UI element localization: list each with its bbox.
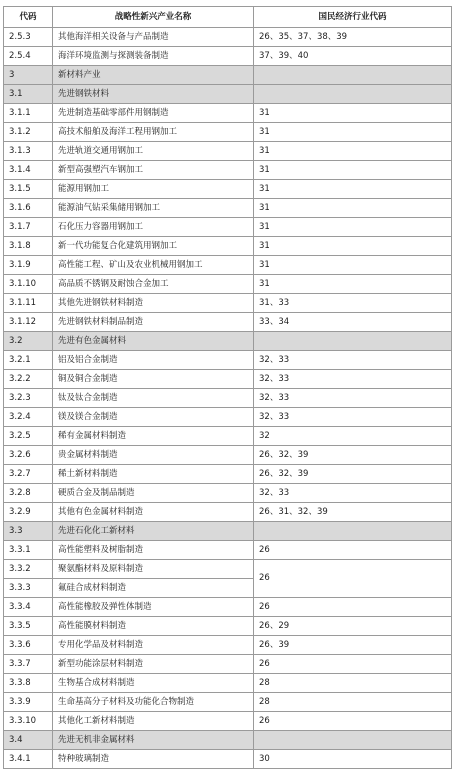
cell-code: 3.1.1 xyxy=(4,104,53,123)
cell-code: 3.3.7 xyxy=(4,655,53,674)
cell-code: 3.3 xyxy=(4,522,53,541)
table-row xyxy=(4,28,452,47)
header-industry-name: 战略性新兴产业名称 xyxy=(53,7,254,28)
cell-code: 2.5.3 xyxy=(4,28,53,47)
table-row xyxy=(4,674,452,693)
table-row xyxy=(4,484,452,503)
cell-industry-name: 其他化工新材料制造 xyxy=(53,712,254,731)
cell-national-economy-code: 32、33 xyxy=(254,389,452,408)
cell-code: 3.2.3 xyxy=(4,389,53,408)
table-header-row xyxy=(4,7,452,28)
table-row xyxy=(4,161,452,180)
cell-national-economy-code: 26、29 xyxy=(254,617,452,636)
cell-national-economy-code: 31 xyxy=(254,123,452,142)
cell-code: 3.2.1 xyxy=(4,351,53,370)
cell-industry-name: 铜及铜合金制造 xyxy=(53,370,254,389)
cell-industry-name: 其他先进钢铁材料制造 xyxy=(53,294,254,313)
cell-code: 3.1.2 xyxy=(4,123,53,142)
cell-national-economy-code: 26、31、32、39 xyxy=(254,503,452,522)
table-row xyxy=(4,351,452,370)
cell-national-economy-code: 31、33 xyxy=(254,294,452,313)
section-row xyxy=(4,85,452,104)
cell-industry-name: 聚氨酯材料及原料制造 xyxy=(53,560,254,579)
cell-code: 3.2.2 xyxy=(4,370,53,389)
table-row xyxy=(4,142,452,161)
cell-code: 3.3.6 xyxy=(4,636,53,655)
cell-code: 3.3.3 xyxy=(4,579,53,598)
cell-national-economy-code: 31 xyxy=(254,104,452,123)
table-row xyxy=(4,370,452,389)
cell-industry-name: 高技术船舶及海洋工程用钢加工 xyxy=(53,123,254,142)
cell-industry-name: 新材料产业 xyxy=(53,66,254,85)
section-row xyxy=(4,731,452,750)
cell-industry-name: 高性能工程、矿山及农业机械用钢加工 xyxy=(53,256,254,275)
cell-industry-name: 先进制造基础零部件用钢制造 xyxy=(53,104,254,123)
table-row xyxy=(4,541,452,560)
cell-industry-name: 海洋环境监测与探测装备制造 xyxy=(53,47,254,66)
cell-national-economy-code: 26 xyxy=(254,712,452,731)
cell-national-economy-code: 32、33 xyxy=(254,408,452,427)
cell-industry-name: 新型功能涂层材料制造 xyxy=(53,655,254,674)
cell-code: 3 xyxy=(4,66,53,85)
cell-code: 3.1.3 xyxy=(4,142,53,161)
cell-code: 3.1.12 xyxy=(4,313,53,332)
cell-national-economy-code: 31 xyxy=(254,237,452,256)
cell-industry-name: 镁及镁合金制造 xyxy=(53,408,254,427)
cell-national-economy-code xyxy=(254,731,452,750)
header-national-economy-code: 国民经济行业代码 xyxy=(254,7,452,28)
cell-code: 3.1 xyxy=(4,85,53,104)
cell-industry-name: 高性能膜材料制造 xyxy=(53,617,254,636)
cell-national-economy-code: 31 xyxy=(254,180,452,199)
cell-code: 3.1.7 xyxy=(4,218,53,237)
header-code: 代码 xyxy=(4,7,53,28)
table-row xyxy=(4,560,452,579)
table-row xyxy=(4,503,452,522)
cell-code: 3.2.7 xyxy=(4,465,53,484)
table-row xyxy=(4,123,452,142)
cell-code: 3.3.5 xyxy=(4,617,53,636)
table-row xyxy=(4,750,452,769)
cell-national-economy-code: 31 xyxy=(254,218,452,237)
cell-national-economy-code: 26、39 xyxy=(254,636,452,655)
table-row xyxy=(4,427,452,446)
cell-industry-name: 高性能橡胶及弹性体制造 xyxy=(53,598,254,617)
table-row xyxy=(4,446,452,465)
cell-national-economy-code xyxy=(254,66,452,85)
cell-industry-name: 先进钢铁材料制品制造 xyxy=(53,313,254,332)
table-body xyxy=(4,28,452,769)
cell-code: 3.3.4 xyxy=(4,598,53,617)
cell-industry-name: 能源油气钻采集储用钢加工 xyxy=(53,199,254,218)
cell-code: 3.1.10 xyxy=(4,275,53,294)
cell-national-economy-code: 32、33 xyxy=(254,351,452,370)
section-row xyxy=(4,332,452,351)
cell-code: 3.3.8 xyxy=(4,674,53,693)
cell-industry-name: 钛及钛合金制造 xyxy=(53,389,254,408)
cell-industry-name: 贵金属材料制造 xyxy=(53,446,254,465)
table-row xyxy=(4,256,452,275)
cell-code: 3.4.1 xyxy=(4,750,53,769)
industry-classification-table xyxy=(3,6,452,769)
cell-code: 3.2 xyxy=(4,332,53,351)
table-row xyxy=(4,693,452,712)
cell-code: 3.3.2 xyxy=(4,560,53,579)
cell-industry-name: 生物基合成材料制造 xyxy=(53,674,254,693)
cell-code: 3.1.5 xyxy=(4,180,53,199)
cell-industry-name: 石化压力容器用钢加工 xyxy=(53,218,254,237)
cell-industry-name: 生命基高分子材料及功能化合物制造 xyxy=(53,693,254,712)
cell-national-economy-code: 26、32、39 xyxy=(254,446,452,465)
cell-code: 3.1.11 xyxy=(4,294,53,313)
table-row xyxy=(4,313,452,332)
table-row xyxy=(4,655,452,674)
cell-industry-name: 先进无机非金属材料 xyxy=(53,731,254,750)
table-row xyxy=(4,408,452,427)
cell-code: 3.2.8 xyxy=(4,484,53,503)
cell-code: 2.5.4 xyxy=(4,47,53,66)
cell-code: 3.3.9 xyxy=(4,693,53,712)
cell-code: 3.1.6 xyxy=(4,199,53,218)
cell-industry-name: 先进石化化工新材料 xyxy=(53,522,254,541)
cell-national-economy-code: 26 xyxy=(254,655,452,674)
cell-national-economy-code: 28 xyxy=(254,693,452,712)
table-row xyxy=(4,712,452,731)
cell-industry-name: 先进钢铁材料 xyxy=(53,85,254,104)
cell-national-economy-code: 26、32、39 xyxy=(254,465,452,484)
cell-code: 3.1.9 xyxy=(4,256,53,275)
table-row xyxy=(4,104,452,123)
table-row xyxy=(4,617,452,636)
cell-code: 3.2.4 xyxy=(4,408,53,427)
cell-national-economy-code: 37、39、40 xyxy=(254,47,452,66)
cell-national-economy-code: 31 xyxy=(254,256,452,275)
cell-national-economy-code: 30 xyxy=(254,750,452,769)
cell-industry-name: 铝及铝合金制造 xyxy=(53,351,254,370)
cell-national-economy-code: 32 xyxy=(254,427,452,446)
industry-classification-table-container xyxy=(3,6,451,769)
section-row xyxy=(4,522,452,541)
cell-code: 3.3.1 xyxy=(4,541,53,560)
cell-national-economy-code: 31 xyxy=(254,161,452,180)
cell-national-economy-code: 26 xyxy=(254,560,452,598)
cell-industry-name: 其他有色金属材料制造 xyxy=(53,503,254,522)
cell-national-economy-code: 28 xyxy=(254,674,452,693)
table-row xyxy=(4,294,452,313)
table-row xyxy=(4,199,452,218)
table-row xyxy=(4,237,452,256)
cell-code: 3.2.5 xyxy=(4,427,53,446)
cell-industry-name: 新型高强塑汽车钢加工 xyxy=(53,161,254,180)
cell-national-economy-code: 32、33 xyxy=(254,484,452,503)
cell-national-economy-code: 26 xyxy=(254,541,452,560)
table-row xyxy=(4,636,452,655)
cell-industry-name: 专用化学品及材料制造 xyxy=(53,636,254,655)
cell-industry-name: 其他海洋相关设备与产品制造 xyxy=(53,28,254,47)
cell-national-economy-code: 33、34 xyxy=(254,313,452,332)
cell-industry-name: 先进有色金属材料 xyxy=(53,332,254,351)
cell-industry-name: 特种玻璃制造 xyxy=(53,750,254,769)
section-row xyxy=(4,66,452,85)
cell-national-economy-code xyxy=(254,522,452,541)
cell-code: 3.2.6 xyxy=(4,446,53,465)
cell-national-economy-code: 31 xyxy=(254,199,452,218)
cell-industry-name: 新一代功能复合化建筑用钢加工 xyxy=(53,237,254,256)
cell-national-economy-code: 26、35、37、38、39 xyxy=(254,28,452,47)
cell-industry-name: 先进轨道交通用钢加工 xyxy=(53,142,254,161)
cell-industry-name: 氟硅合成材料制造 xyxy=(53,579,254,598)
cell-code: 3.1.4 xyxy=(4,161,53,180)
cell-code: 3.3.10 xyxy=(4,712,53,731)
cell-code: 3.2.9 xyxy=(4,503,53,522)
cell-industry-name: 稀土新材料制造 xyxy=(53,465,254,484)
cell-industry-name: 硬质合金及制品制造 xyxy=(53,484,254,503)
cell-code: 3.1.8 xyxy=(4,237,53,256)
cell-national-economy-code: 26 xyxy=(254,598,452,617)
table-row xyxy=(4,218,452,237)
table-row xyxy=(4,389,452,408)
table-row xyxy=(4,180,452,199)
cell-national-economy-code xyxy=(254,332,452,351)
table-row xyxy=(4,465,452,484)
cell-code: 3.4 xyxy=(4,731,53,750)
cell-national-economy-code: 31 xyxy=(254,142,452,161)
cell-national-economy-code: 32、33 xyxy=(254,370,452,389)
cell-industry-name: 能源用钢加工 xyxy=(53,180,254,199)
table-row xyxy=(4,275,452,294)
cell-national-economy-code: 31 xyxy=(254,275,452,294)
table-row xyxy=(4,47,452,66)
cell-industry-name: 高性能塑料及树脂制造 xyxy=(53,541,254,560)
table-row xyxy=(4,598,452,617)
cell-national-economy-code xyxy=(254,85,452,104)
cell-industry-name: 高品质不锈钢及耐蚀合金加工 xyxy=(53,275,254,294)
cell-industry-name: 稀有金属材料制造 xyxy=(53,427,254,446)
